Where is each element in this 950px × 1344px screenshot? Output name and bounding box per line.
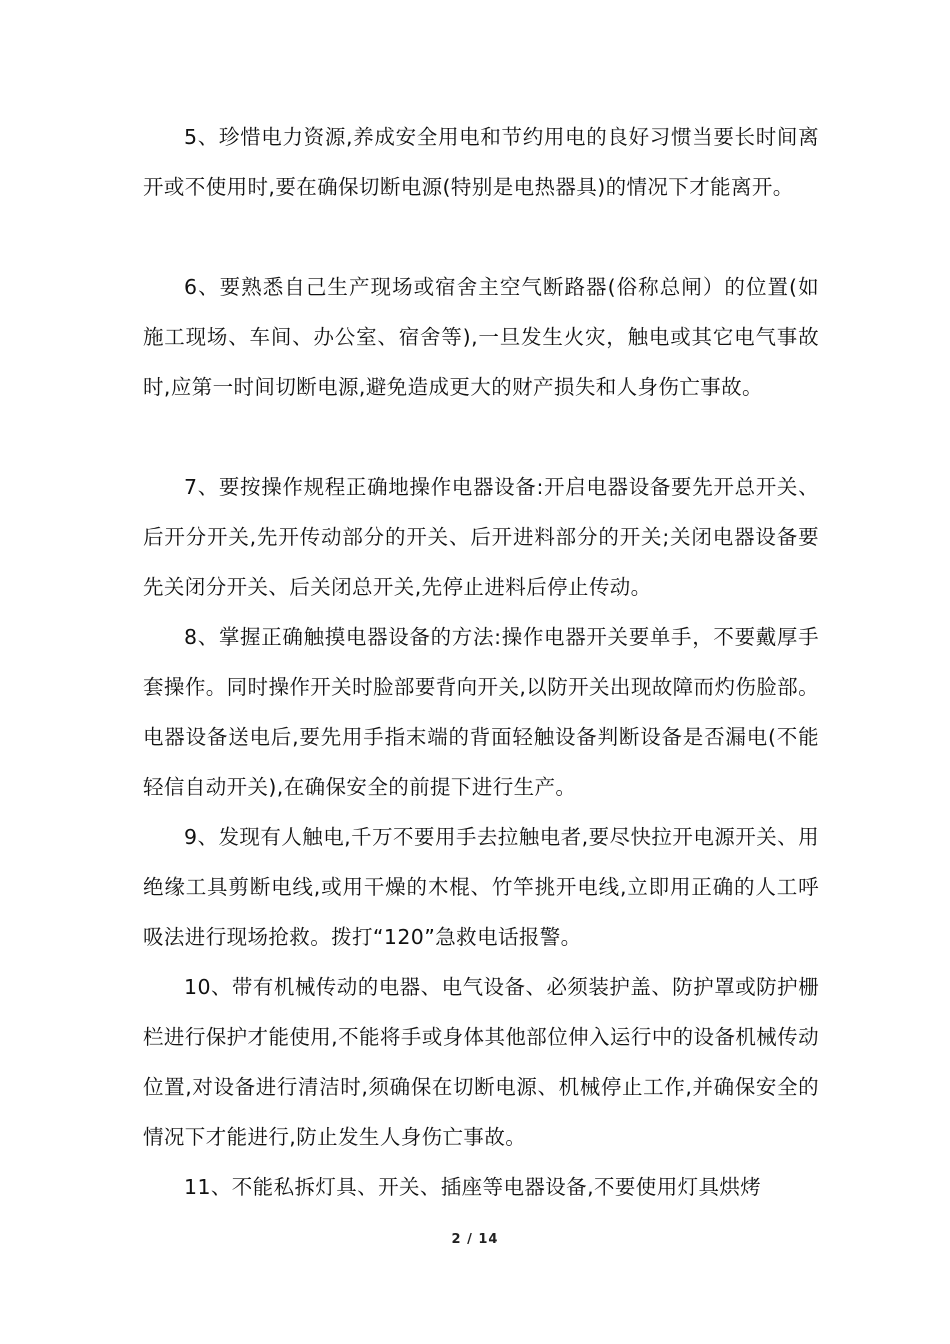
page-number: 2 / 14 (451, 1232, 499, 1247)
paragraph-10: 10、带有机械传动的电器、电气设备、必须装护盖、防护罩或防护栅栏进行保护才能使用,不能将手或身体其他部位伸入运行中的设备机械传动位置,对设备进行清洁时,须确保在切断电源、机械停止工作,并确保安全的情况下才能进行,防止发生人身伤亡事故。 (143, 975, 819, 1149)
paragraph-11: 11、不能私拆灯具、开关、插座等电器设备,不要使用灯具烘烤 (184, 1175, 762, 1199)
document-body (143, 112, 819, 1212)
paragraph-8: 8、掌握正确触摸电器设备的方法:操作电器开关要单手，不要戴厚手套操作。同时操作开关时脸部要背向开关,以防开关出现故障而灼伤脸部。电器设备送电后,要先用手指末端的背面轻触设备判断设备是否漏电(不能轻信自动开关),在确保安全的前提下进行生产。 (143, 625, 819, 799)
paragraph-7: 7、要按操作规程正确地操作电器设备:开启电器设备要先开总开关、后开分开关,先开传动部分的开关、后开进料部分的开关;关闭电器设备要先关闭分开关、后关闭总开关,先停止进料后停止传动。 (143, 475, 819, 599)
paragraph-6: 6、要熟悉自己生产现场或宿舍主空气断路器(俗称总闸）的位置(如施工现场、车间、办公室、宿舍等),一旦发生火灾，触电或其它电气事故时,应第一时间切断电源,避免造成更大的财产损失和人身伤亡事故。 (143, 275, 819, 399)
paragraph-5: 5、珍惜电力资源,养成安全用电和节约用电的良好习惯当要长时间离开或不使用时,要在确保切断电源(特别是电热器具)的情况下才能离开。 (143, 125, 819, 199)
paragraph-9: 9、发现有人触电,千万不要用手去拉触电者,要尽快拉开电源开关、用绝缘工具剪断电线,或用干燥的木棍、竹竿挑开电线,立即用正确的人工呼吸法进行现场抢救。拨打“120”急救电话报警。 (143, 825, 819, 949)
